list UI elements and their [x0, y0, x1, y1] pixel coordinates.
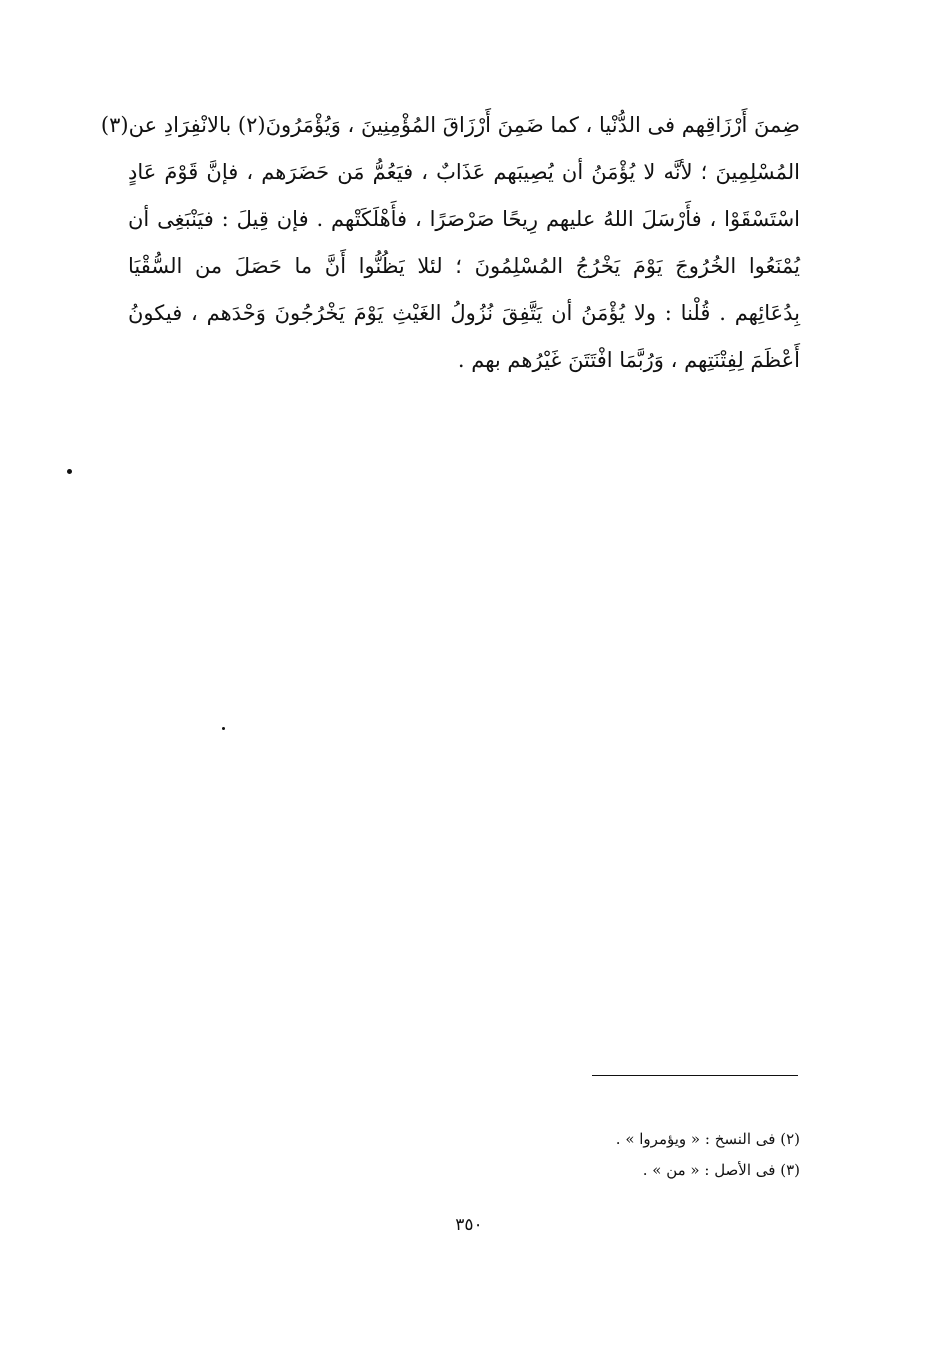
text-line-1: ضِمنَ أَرْزَاقِهم فى الدُّنْيا ، كما ضَمِنَ أَرْزَاقَ المُؤْمِنِينَ ، وَيُؤْمَرُونَ(٢) بالانْفِرَادِ عن(٣)	[100, 113, 800, 137]
text-line-5: بِدُعَائِهم . قُلْنا : ولا يُؤْمَنُ أن يَتَّفِقَ نُزُولُ الغَيْثِ يَوْمَ يَخْرُجُونَ وَحْدَهم ، فيكونُ	[128, 301, 800, 325]
text-line-6: أَعْظَمَ لِفِتْنَتِهم ، وَرُبَّمَا افْتَتَنَ غَيْرُهم بهم .	[457, 348, 800, 372]
footnote-separator	[592, 1075, 798, 1076]
print-speck	[67, 469, 72, 474]
footnote-3: (٣) فى الأصل : « من » .	[642, 1161, 800, 1179]
page-number: ٣٥٠	[455, 1215, 483, 1235]
text-line-3: اسْتَسْقَوْا ، فأَرْسَلَ اللهُ عليهم رِيحًا صَرْصَرًا ، فأَهْلَكَتْهم . فإن قِيلَ : فيَنْبَغِى أن	[128, 207, 800, 231]
text-line-4: يُمْنَعُوا الخُرُوجَ يَوْمَ يَخْرُجُ المُسْلِمُونَ ؛ لئلا يَظُنُّوا أَنَّ ما حَصَلَ من السُّقْيَا	[128, 254, 800, 278]
text-line-2: المُسْلِمِينَ ؛ لأنَّه لا يُؤْمَنُ أن يُصِيبَهم عَذَابٌ ، فيَعُمُّ مَن حَضَرَهم ، فإنَّ قَوْمَ عَادٍ	[128, 160, 800, 184]
footnotes-block	[420, 1124, 800, 1186]
print-speck	[222, 727, 225, 730]
main-text-block	[100, 102, 800, 384]
footnote-2: (٢) فى النسخ : « ويؤمروا » .	[615, 1130, 800, 1148]
